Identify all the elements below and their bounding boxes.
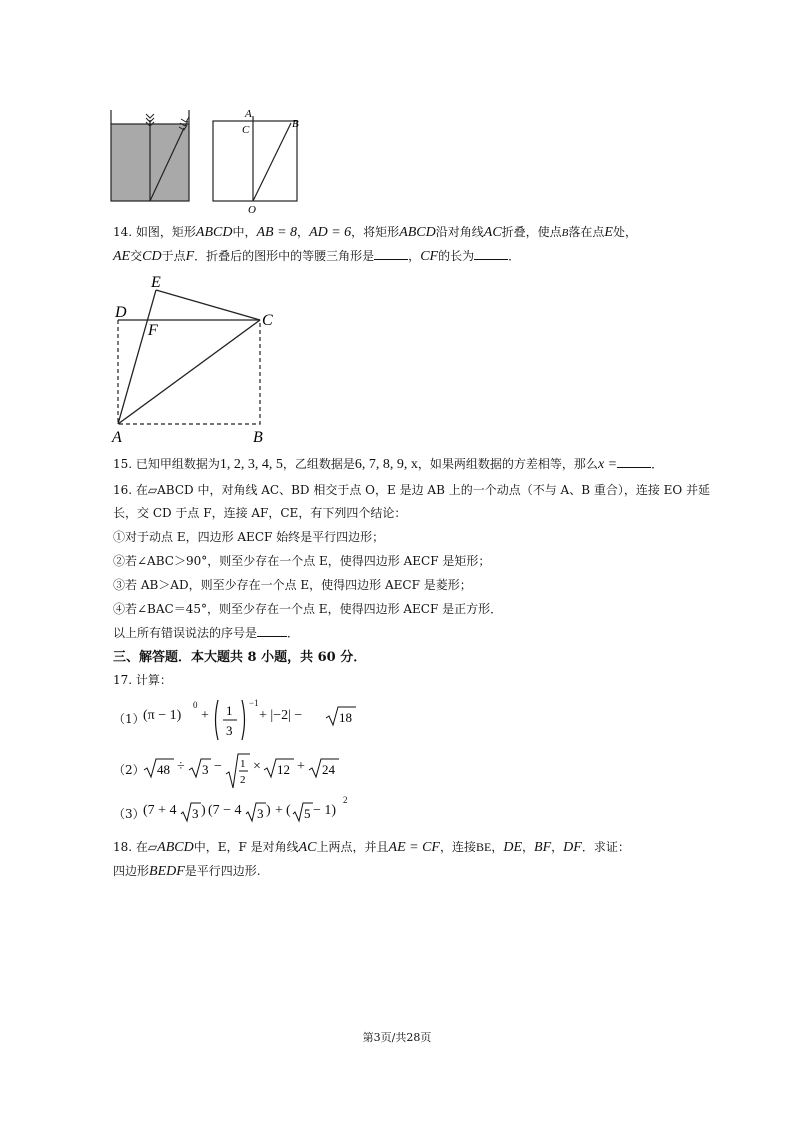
answer-blank	[617, 455, 651, 468]
q16-conclusion-3: ③若 AB＞AD，则至少存在一个点 E，使得四边形 AECF 是菱形；	[113, 578, 472, 592]
q17-lead: 17. 计算：	[113, 673, 172, 687]
section-heading: 三、解答题．本大题共 8 小题，共 60 分．	[113, 650, 367, 665]
answer-blank	[257, 624, 287, 637]
svg-text:24: 24	[322, 762, 335, 777]
q17-formula-2: （2） 48 ÷ 3 − 1 2 × 12 + 24	[113, 752, 513, 790]
q18-line2: 四边形BEDF是平行四边形.	[113, 864, 261, 879]
q16-conclusion-1: ①对于动点 E，四边形 AECF 始终是平行四边形；	[113, 530, 385, 544]
q16-conclusion-4: ④若∠BAC＝45°，则至少存在一个点 E，使得四边形 AECF 是正方形．	[113, 602, 503, 616]
label-c: C	[242, 124, 250, 136]
q16-conclusion-2: ②若∠ABC＞90°，则至少存在一个点 E，使得四边形 AECF 是矩形；	[113, 554, 491, 568]
sqrt-3	[180, 800, 202, 824]
sqrt-5	[292, 800, 314, 824]
q16-line2: 长，交 CD 于点 F，连接 AF，CE，有下列四个结论：	[113, 506, 407, 520]
svg-text:1: 1	[226, 703, 233, 718]
svg-text:3: 3	[257, 806, 264, 821]
label-e: E	[151, 274, 161, 291]
svg-text:3: 3	[192, 806, 199, 821]
q14-line2: AE交CD于点F．折叠后的图形中的等腰三角形是 ，CF的长为 ．	[113, 249, 521, 264]
fraction-one-third	[212, 698, 252, 742]
label-f: F	[148, 322, 158, 339]
rectangle-fold-figure	[108, 268, 288, 446]
label-o: O	[248, 204, 256, 216]
label-d: D	[115, 304, 127, 321]
q16-line1: 16. 在▱ABCD 中，对角线 AC、BD 相交于点 O，E 是边 AB 上的一个动点（不与 A、B 重合），连接 EO 并延	[113, 483, 711, 497]
svg-text:5: 5	[304, 806, 311, 821]
q16-answer-line: 以上所有错误说法的序号是 ．	[113, 626, 300, 640]
label-c: C	[262, 312, 273, 329]
svg-text:3: 3	[202, 762, 209, 777]
label-a: A	[112, 429, 122, 446]
q18-line1: 18. 在▱ABCD中，E，F 是对角线AC上两点，并且AE = CF，连接BE，DE，BF，DF．求证：	[113, 840, 630, 855]
reed-geometry-figure	[205, 104, 305, 216]
sqrt-12	[263, 756, 295, 780]
svg-text:48: 48	[157, 762, 170, 777]
q14-line1: 14. 如图，矩形ABCD中，AB = 8，AD = 6，将矩形ABCD沿对角线AC折叠，使点B落在点E处，	[113, 225, 637, 240]
svg-text:2: 2	[240, 774, 246, 786]
label-a: A	[245, 108, 252, 120]
answer-blank	[474, 247, 508, 260]
sqrt-18	[325, 704, 357, 728]
sqrt-24	[308, 756, 340, 780]
svg-text:12: 12	[277, 762, 290, 777]
sqrt-48	[143, 756, 175, 780]
sqrt-half	[225, 752, 251, 790]
q17-formula-1: （1） (π − 1) 0 + 1 3 −1 + |−2| − 18	[113, 698, 513, 742]
label-b: B	[292, 118, 299, 130]
sqrt-3	[245, 800, 267, 824]
answer-blank	[374, 247, 408, 260]
q17-formula-3: （3） (7 + 4 3 ) (7 − 4 3 ) + ( 5 − 1) 2	[113, 798, 533, 830]
page-number: 第3页/共28页	[362, 1031, 432, 1044]
svg-text:1: 1	[240, 758, 246, 770]
svg-text:3: 3	[226, 723, 233, 738]
water-container-figure	[108, 108, 192, 204]
label-b: B	[253, 429, 263, 446]
svg-text:18: 18	[339, 710, 352, 725]
sqrt-3	[188, 756, 212, 780]
q15-line: 15. 已知甲组数据为1, 2, 3, 4, 5，乙组数据是6, 7, 8, 9, x，如果两组数据的方差相等，那么x = ．	[113, 457, 664, 472]
